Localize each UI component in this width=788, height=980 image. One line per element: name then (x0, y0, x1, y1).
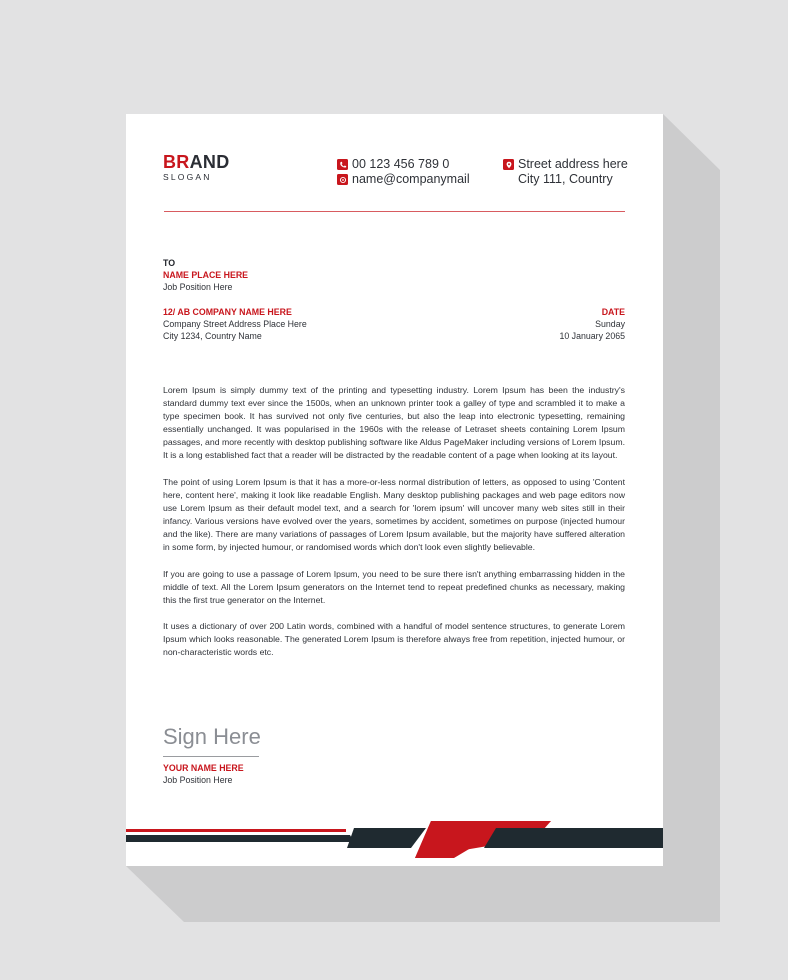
recipient-position: Job Position Here (163, 282, 233, 292)
email-text: name@companymail (352, 172, 470, 186)
brand-name-rest: AND (189, 152, 230, 172)
signer-name: YOUR NAME HERE (163, 763, 244, 773)
body-paragraph: It uses a dictionary of over 200 Latin words, combined with a handful of model sentence structures, to generate Lorem Ipsum which looks reasonable. The generated Lorem Ipsum is therefore always free from repetition, injected humour, or non-characteristic words etc. (163, 621, 625, 657)
phone-text: 00 123 456 789 0 (352, 157, 450, 171)
location-icon (503, 159, 514, 170)
header-divider (164, 211, 625, 212)
brand-logo (163, 153, 230, 182)
recipient-company: 12/ AB COMPANY NAME HERE (163, 307, 292, 317)
body-paragraph: If you are going to use a passage of Lorem Ipsum, you need to be sure there isn't anything embarrassing hidden in the middle of text. All the Lorem Ipsum generators on the Internet tend to repeat predefined chunks as necessary, making this the first true generator on the Internet. (163, 569, 625, 605)
date-day: Sunday (595, 319, 625, 329)
phone-icon (337, 159, 348, 170)
footer-decoration (126, 814, 663, 866)
brand-name-accent: BR (163, 152, 190, 172)
contact-address-line2 (518, 172, 613, 187)
date-label: DATE (601, 307, 625, 317)
contact-phone (337, 157, 449, 172)
address-line1: Street address here (518, 157, 628, 171)
contact-address (503, 157, 628, 172)
footer-red-line (126, 829, 346, 832)
brand-slogan: SLOGAN (163, 172, 212, 182)
recipient-street: Company Street Address Place Here (163, 319, 307, 329)
letterhead-page (126, 114, 663, 866)
date-value: 10 January 2065 (559, 331, 625, 341)
footer-dark-band-mid (347, 828, 426, 848)
brand-name (163, 153, 230, 171)
contact-email (337, 172, 470, 187)
footer-dark-band-right (484, 828, 663, 848)
to-label: TO (163, 258, 176, 268)
signer-position: Job Position Here (163, 775, 233, 785)
recipient-name: NAME PLACE HERE (163, 270, 249, 280)
recipient-city: City 1234, Country Name (163, 331, 262, 341)
signature-line (163, 756, 259, 757)
address-line2: City 111, Country (518, 172, 613, 186)
sign-here-placeholder: Sign Here (163, 724, 261, 749)
body-paragraph: Lorem Ipsum is simply dummy text of the printing and typesetting industry. Lorem Ipsum has been the industry's standard dummy text ever since the 1500s, when an unknown printer took a galley of type and scrambled it to make a type specimen book. It has survived not only five centuries, but also the leap into electronic typesetting, remaining essentially unchanged. It was popularised in the 1960s with the release of Letraset sheets containing Lorem Ipsum passages, and more recently with desktop publishing software like Aldus PageMaker including versions of Lorem Ipsum. It is a long established fact that a reader will be distracted by the readable content of a page when looking at its layout. (163, 385, 625, 460)
email-icon (337, 174, 348, 185)
footer-dark-band-left (126, 835, 354, 842)
body-paragraph: The point of using Lorem Ipsum is that it has a more-or-less normal distribution of letters, as opposed to using 'Content here, content here', making it look like readable English. Many desktop publishing packages and web page editors now use Lorem Ipsum as their default model text, and a search for 'lorem ipsum' will uncover many web sites still in their infancy. Various versions have evolved over the years, sometimes by accident, sometimes on purpose (injected humour and the like). There are many variations of passages of Lorem Ipsum available, but the majority have suffered alteration in some form, by injected humour, or randomised words which don't look even slightly believable. (163, 477, 625, 552)
